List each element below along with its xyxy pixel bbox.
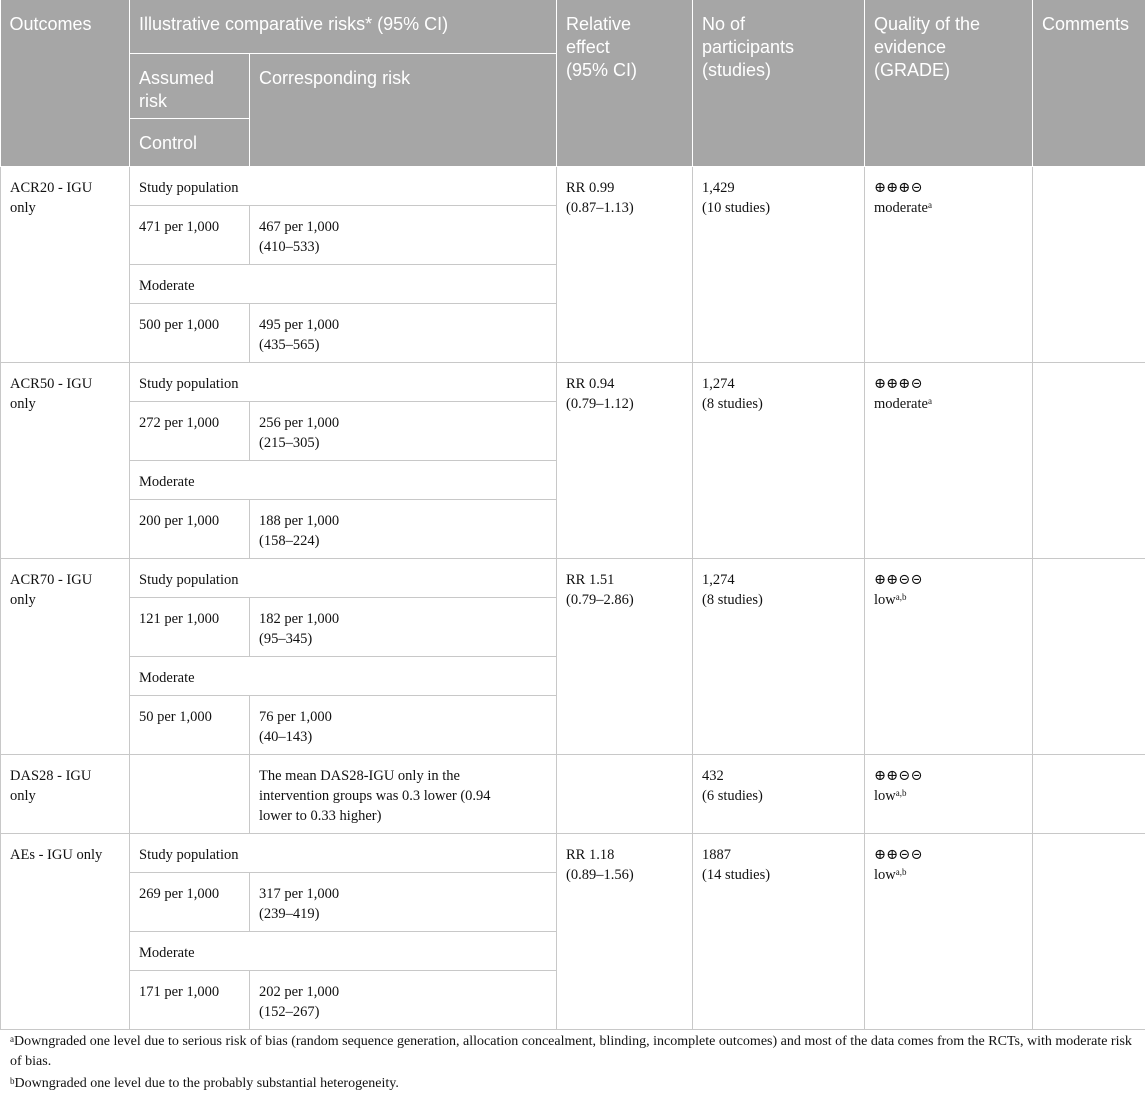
study-population-label: Study population xyxy=(130,833,557,872)
quality-cell xyxy=(865,362,1033,558)
grade-label: low xyxy=(874,591,896,608)
grade-label: moderate xyxy=(874,395,928,412)
assumed-risk-cell: 121 per 1,000 xyxy=(130,597,250,656)
group-acr50 xyxy=(1,362,1145,558)
group-acr20 xyxy=(1,166,1145,362)
header-quality: Quality of the evidence (GRADE) xyxy=(865,0,1033,166)
grade-footnote-marker: a,b xyxy=(895,866,907,877)
table-header xyxy=(1,0,1145,166)
relative-effect-cell: RR 0.94 (0.79–1.12) xyxy=(557,362,693,558)
comments-cell xyxy=(1033,558,1145,754)
corresponding-risk-cell: The mean DAS28-IGU only in the intervention groups was 0.3 lower (0.94 lower to 0.33 higher) xyxy=(250,754,557,833)
header-illustrative-risks: Illustrative comparative risks* (95% CI) xyxy=(130,0,557,53)
grade-symbols: ⊕⊕⊝⊝ xyxy=(874,767,923,784)
grade-label: moderate xyxy=(874,199,928,216)
participants-cell: 1,274 (8 studies) xyxy=(693,558,865,754)
grade-footnote-marker: a xyxy=(927,395,932,406)
group-acr70 xyxy=(1,558,1145,754)
header-participants: No of participants (studies) xyxy=(693,0,865,166)
grade-footnote-marker: a,b xyxy=(895,591,907,602)
corresponding-risk-cell: 317 per 1,000 (239–419) xyxy=(250,872,557,931)
grade-symbols: ⊕⊕⊕⊝ xyxy=(874,375,923,392)
quality-cell xyxy=(865,754,1033,833)
footnote-a-marker: a xyxy=(10,1034,14,1044)
relative-effect-cell: RR 1.18 (0.89–1.56) xyxy=(557,833,693,1029)
study-population-label: Study population xyxy=(130,362,557,401)
table-row xyxy=(1,754,1145,833)
corresponding-risk-cell: 467 per 1,000 (410–533) xyxy=(250,205,557,264)
header-control: Control xyxy=(130,118,250,166)
corresponding-risk-cell: 202 per 1,000 (152–267) xyxy=(250,970,557,1029)
footnote-b-marker: b xyxy=(10,1076,15,1086)
table-row xyxy=(1,166,1145,205)
grade-label: low xyxy=(874,866,896,883)
quality-cell xyxy=(865,166,1033,362)
grade-label: low xyxy=(874,787,896,804)
assumed-risk-cell: 471 per 1,000 xyxy=(130,205,250,264)
comments-cell xyxy=(1033,362,1145,558)
group-aes xyxy=(1,833,1145,1029)
moderate-label: Moderate xyxy=(130,931,557,970)
assumed-risk-cell: 500 per 1,000 xyxy=(130,303,250,362)
footnote-a-text: Downgraded one level due to serious risk of bias (random sequence generation, allocation concealment, blinding, incomplete outcomes) and most of the data comes from the RCTs, with moderate risk of bias. xyxy=(10,1034,1132,1069)
participants-cell: 1,274 (8 studies) xyxy=(693,362,865,558)
grade-symbols: ⊕⊕⊝⊝ xyxy=(874,846,923,863)
grade-footnote-marker: a,b xyxy=(895,787,907,798)
corresponding-risk-cell: 182 per 1,000 (95–345) xyxy=(250,597,557,656)
outcome-cell: DAS28 - IGU only xyxy=(1,754,130,833)
footnote-a xyxy=(10,1032,1135,1072)
header-corresponding-risk: Corresponding risk xyxy=(250,53,557,166)
table-row xyxy=(1,833,1145,872)
outcome-cell: ACR70 - IGU only xyxy=(1,558,130,754)
grade-footnote-marker: a xyxy=(927,199,932,210)
grade-symbols: ⊕⊕⊕⊝ xyxy=(874,179,923,196)
moderate-label: Moderate xyxy=(130,460,557,499)
footnote-b xyxy=(10,1074,1135,1094)
relative-effect-cell: RR 0.99 (0.87–1.13) xyxy=(557,166,693,362)
assumed-risk-cell: 171 per 1,000 xyxy=(130,970,250,1029)
header-relative-effect: Relative effect (95% CI) xyxy=(557,0,693,166)
assumed-risk-cell xyxy=(130,754,250,833)
assumed-risk-cell: 269 per 1,000 xyxy=(130,872,250,931)
outcome-cell: AEs - IGU only xyxy=(1,833,130,1029)
outcome-cell: ACR20 - IGU only xyxy=(1,166,130,362)
study-population-label: Study population xyxy=(130,166,557,205)
participants-cell: 1887 (14 studies) xyxy=(693,833,865,1029)
corresponding-risk-cell: 188 per 1,000 (158–224) xyxy=(250,499,557,558)
study-population-label: Study population xyxy=(130,558,557,597)
group-das28 xyxy=(1,754,1145,833)
comments-cell xyxy=(1033,166,1145,362)
corresponding-risk-cell: 76 per 1,000 (40–143) xyxy=(250,695,557,754)
assumed-risk-cell: 200 per 1,000 xyxy=(130,499,250,558)
table-row xyxy=(1,558,1145,597)
footnote-b-text: Downgraded one level due to the probably substantial heterogeneity. xyxy=(14,1076,399,1091)
header-assumed-risk: Assumed risk xyxy=(130,53,250,118)
header-outcomes: Outcomes xyxy=(1,0,130,166)
outcome-cell: ACR50 - IGU only xyxy=(1,362,130,558)
table-row xyxy=(1,362,1145,401)
quality-cell xyxy=(865,833,1033,1029)
assumed-risk-cell: 272 per 1,000 xyxy=(130,401,250,460)
participants-cell: 432 (6 studies) xyxy=(693,754,865,833)
comments-cell xyxy=(1033,833,1145,1029)
corresponding-risk-cell: 495 per 1,000 (435–565) xyxy=(250,303,557,362)
comments-cell xyxy=(1033,754,1145,833)
participants-cell: 1,429 (10 studies) xyxy=(693,166,865,362)
assumed-risk-cell: 50 per 1,000 xyxy=(130,695,250,754)
moderate-label: Moderate xyxy=(130,264,557,303)
header-comments: Comments xyxy=(1033,0,1145,166)
quality-cell xyxy=(865,558,1033,754)
moderate-label: Moderate xyxy=(130,656,557,695)
relative-effect-cell: RR 1.51 (0.79–2.86) xyxy=(557,558,693,754)
corresponding-risk-cell: 256 per 1,000 (215–305) xyxy=(250,401,557,460)
footnotes xyxy=(0,1032,1145,1094)
grade-symbols: ⊕⊕⊝⊝ xyxy=(874,571,923,588)
relative-effect-cell xyxy=(557,754,693,833)
